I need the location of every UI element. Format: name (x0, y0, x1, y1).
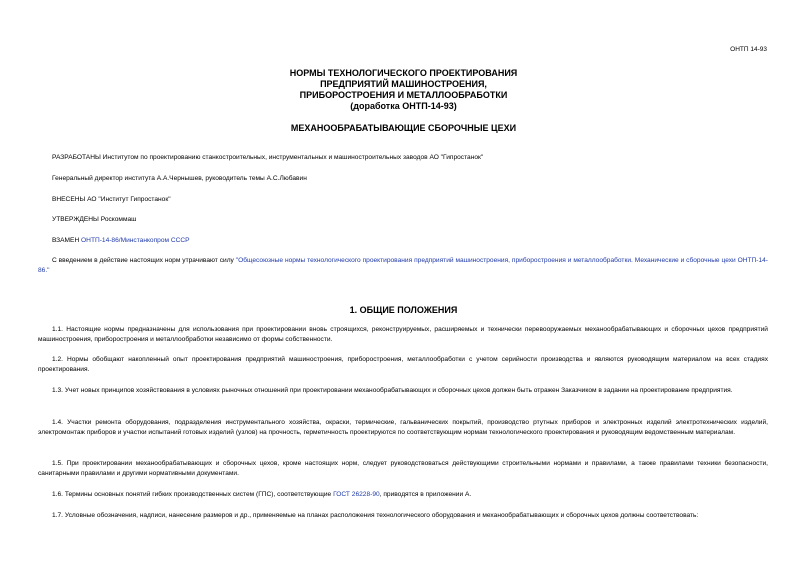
replaces-prefix: ВЗАМЕН (52, 237, 82, 244)
paragraph-1-4: 1.4. Участки ремонта оборудования, подразделения инструментального хозяйства, окраски, термические, гальванических покрытий, производство ртутных приборов и электронных изделий электротехнических изделий, электромонтаж приборов и участки испытаний готовых изделий (узлов) на прочность, герметичность проектируются по соответствующим нормам технологического проектирования и руководящим ведомственным материалам. (38, 419, 768, 436)
gost-link[interactable]: ГОСТ 26228-90 (333, 491, 380, 498)
paragraph-1-5: 1.5. При проектировании механообрабатывающих и сборочных цехов, кроме настоящих норм, следует руководствоваться действующими строительными нормами и правилами, а также правилами техники безопасности, санитарными правилами и другими нормативными документами. (38, 460, 768, 477)
paragraph-1-3: 1.3. Учет новых принципов хозяйствования в условиях рыночных отношений при проектировании механообрабатывающих и сборочных цехов должен быть отражен Заказчиком в задании на проектирование предприятия. (52, 387, 733, 394)
paragraph-1-2: 1.2. Нормы обобщают накопленный опыт проектирования предприятий машиностроения, приборостроения, металлообработки с учетом серийности производства и являются руководящим материалом на всех стадиях проектирования. (38, 356, 768, 373)
p6-suffix: , приводятся в приложении А. (379, 491, 472, 498)
title-line-2: ПРЕДПРИЯТИЙ МАШИНОСТРОЕНИЯ, (320, 79, 487, 89)
approved-by: УТВЕРЖДЕНЫ Роскоммаш (52, 216, 137, 223)
title-line-4: (доработка ОНТП-14-93) (350, 101, 457, 111)
developed-by: РАЗРАБОТАНЫ Институтом по проектированию станкостроительных, инструментальных и машиностроительных заводов АО "Гипростанок" (52, 154, 484, 161)
replaces-line (52, 236, 190, 245)
paragraph-1-7: 1.7. Условные обозначения, надписи, нанесение размеров и др., применяемые на планах расположения технологического оборудования и механообрабатывающих и сборочных цехов должны соответствовать: (52, 512, 699, 519)
intro-link[interactable]: "Общесоюзные нормы технологического проектирования предприятий машиностроения, приборостроения и металлообработки. Механические и сборочные цехи ОНТП-14-86." (38, 257, 768, 274)
section-title: 1. ОБЩИЕ ПОЛОЖЕНИЯ (349, 305, 458, 315)
title-line-3: ПРИБОРОСТРОЕНИЯ И МЕТАЛЛООБРАБОТКИ (299, 90, 508, 100)
p6-prefix: 1.6. Термины основных понятий гибких производственных систем (ГПС), соответствующие (52, 491, 334, 498)
paragraph-1-6 (38, 490, 768, 500)
replaces-link[interactable]: ОНТП-14-86/Минстанкопром СССР (81, 237, 190, 244)
document-subtitle: МЕХАНООБРАБАТЫВАЮЩИЕ СБОРОЧНЫЕ ЦЕХИ (290, 123, 517, 133)
director-line: Генеральный директор института А.А.Чернышев, руководитель темы А.С.Любавин (52, 175, 307, 182)
intro-paragraph (38, 256, 768, 275)
document-title (0, 68, 807, 112)
document-code: ОНТП 14-93 (730, 46, 767, 53)
title-line-1: НОРМЫ ТЕХНОЛОГИЧЕСКОГО ПРОЕКТИРОВАНИЯ (289, 68, 518, 78)
paragraph-1-1: 1.1. Настоящие нормы предназначены для использования при проектировании вновь строящихся, реконструируемых, расширяемых и технически перевооружаемых механообрабатывающих и сборочных цехов предприятий машиностроения, приборостроения и металлообработки независимо от формы собственности. (38, 326, 768, 343)
intro-prefix: С введением в действие настоящих норм утрачивают силу (52, 257, 236, 264)
introduced-by: ВНЕСЕНЫ АО "Институт Гипростанок" (52, 196, 171, 203)
